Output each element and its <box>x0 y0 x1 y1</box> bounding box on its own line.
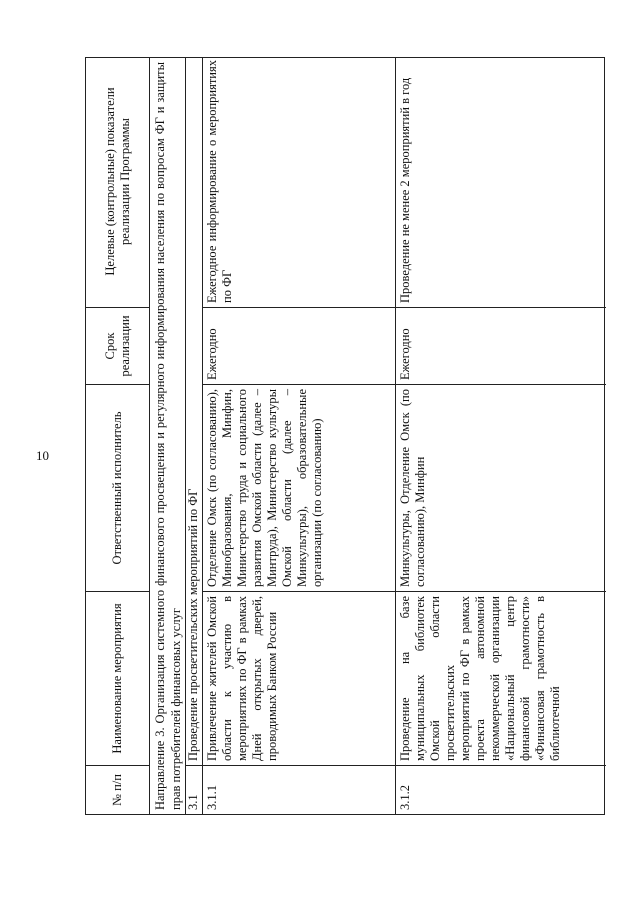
header-term: Срок реализации <box>86 307 149 384</box>
row-target: Ежегодное информирование о мероприятиях по ФГ <box>205 60 234 303</box>
header-target: Целевые (контрольные) показатели реализации Программы <box>102 87 132 276</box>
page-number: 10 <box>36 448 49 463</box>
header-activity-name: Наименование мероприятия <box>86 591 149 765</box>
table-row <box>203 58 396 814</box>
section-row <box>186 58 203 814</box>
direction-title: Направление 3. Организация системного финансового просвещения и регулярного информирования населения по вопросам ФГ и защиты прав потребителей финансовых услуг <box>153 62 183 810</box>
row-executor: Отделение Омск (по согласованию), Минобразования, Минфин, Министерство труда и социального развития Омской области (далее – Минтруда), Министерство культуры Омской области (далее – Минкультуры), образовательные организации (по согласованию) <box>203 384 395 591</box>
header-executor: Ответственный исполнитель <box>86 384 149 591</box>
row-target: Проведение не менее 2 мероприятий в год <box>398 77 412 303</box>
row-activity-name: Проведение на базе муниципальных библиотек Омской области просветительских мероприятий по ФГ в рамках проекта автономной некоммерческой организации «Национальный центр финансовой грамотности» «Финансовая грамотность в библиотечной <box>396 591 606 765</box>
row-term: Ежегодно <box>396 307 606 384</box>
row-executor: Минкультуры, Отделение Омск (по согласованию), Минфин <box>396 384 606 591</box>
table-header <box>86 58 150 814</box>
header-number: № п/п <box>86 765 149 814</box>
row-number: 3.1.2 <box>396 765 606 814</box>
row-number: 3.1.1 <box>203 765 395 814</box>
row-term: Ежегодно <box>203 307 395 384</box>
direction-row <box>150 58 186 814</box>
program-table <box>85 57 605 815</box>
section-title: Проведение просветительских мероприятий по ФГ <box>186 488 200 761</box>
row-activity-name: Привлечение жителей Омской области к участию в мероприятиях по ФГ в рамках Дней открытых дверей, проводимых Банком России <box>203 591 395 765</box>
table-row <box>396 58 606 814</box>
section-number: 3.1 <box>186 765 202 814</box>
rotated-page-area <box>85 57 605 815</box>
